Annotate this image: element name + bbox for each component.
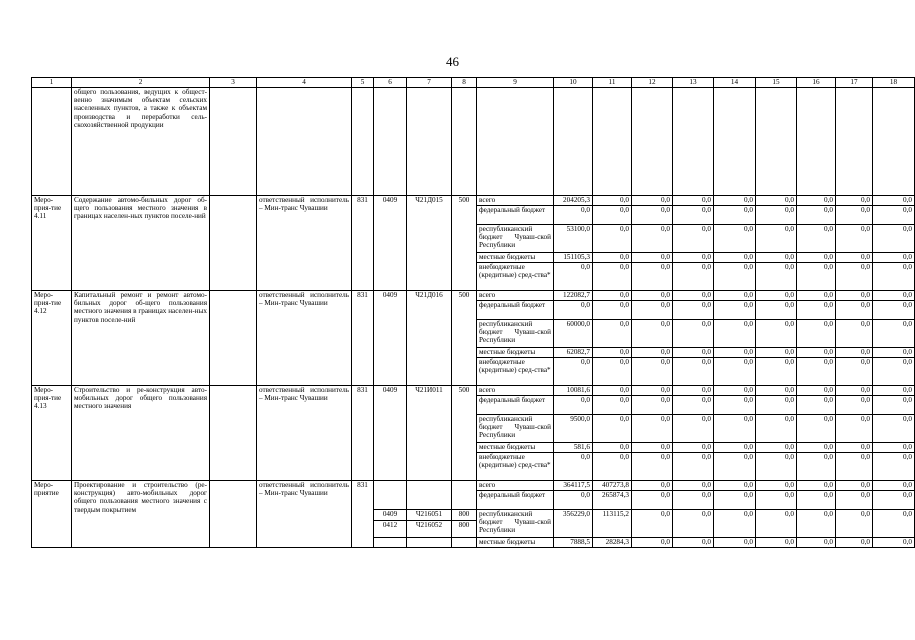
- value-cell: 0,0: [593, 396, 632, 415]
- expense-type-code: 800: [452, 521, 477, 538]
- value-cell: 0,0: [593, 196, 632, 206]
- value-cell: 0,0: [632, 386, 673, 396]
- value-cell: 0,0: [797, 253, 836, 263]
- value-cell: 0,0: [873, 348, 915, 358]
- value-cell: 0,0: [873, 253, 915, 263]
- value-cell: 0,0: [756, 263, 797, 291]
- value-cell: 0,0: [714, 225, 756, 253]
- table-cell: [257, 88, 352, 196]
- expense-type-code: 500: [452, 386, 477, 481]
- value-cell: 28284,3: [593, 538, 632, 548]
- value-cell: 0,0: [714, 196, 756, 206]
- value-cell: 0,0: [673, 320, 714, 348]
- value-cell: 9500,0: [554, 415, 593, 443]
- value-cell: 0,0: [593, 358, 632, 386]
- value-cell: 0,0: [673, 481, 714, 491]
- value-cell: 0,0: [797, 320, 836, 348]
- value-cell: 0,0: [714, 510, 756, 538]
- section-code: 0409: [374, 386, 407, 481]
- table-cell: [452, 88, 477, 196]
- value-cell: 0,0: [797, 510, 836, 538]
- value-cell: 0,0: [632, 443, 673, 453]
- measure-name: Строительство и ре-конструкция авто-мобильных дорог общего пользования местного значения: [72, 386, 210, 481]
- table-cell: [407, 481, 452, 510]
- value-cell: 0,0: [836, 443, 873, 453]
- target-code: Ч216052: [407, 521, 452, 538]
- value-cell: 0,0: [756, 386, 797, 396]
- value-cell: 0,0: [797, 386, 836, 396]
- value-cell: 0,0: [873, 538, 915, 548]
- value-cell: 0,0: [554, 453, 593, 481]
- expense-type-code: 800: [452, 510, 477, 521]
- table-cell: [452, 538, 477, 548]
- table-cell: [756, 88, 797, 196]
- value-cell: 0,0: [593, 453, 632, 481]
- value-cell: 0,0: [756, 453, 797, 481]
- table-cell: [407, 538, 452, 548]
- value-cell: 0,0: [714, 263, 756, 291]
- value-cell: 10081,6: [554, 386, 593, 396]
- value-cell: 0,0: [873, 206, 915, 225]
- value-cell: 0,0: [797, 263, 836, 291]
- value-cell: 0,0: [836, 386, 873, 396]
- value-cell: 0,0: [673, 225, 714, 253]
- value-cell: 0,0: [593, 253, 632, 263]
- value-cell: 0,0: [593, 386, 632, 396]
- value-cell: 0,0: [756, 491, 797, 510]
- value-cell: 113115,2: [593, 510, 632, 538]
- value-cell: 0,0: [632, 320, 673, 348]
- value-cell: 0,0: [836, 253, 873, 263]
- column-header: 3: [210, 78, 257, 88]
- table-cell: [593, 88, 632, 196]
- funding-source: федеральный бюджет: [477, 206, 554, 225]
- value-cell: 0,0: [593, 443, 632, 453]
- funding-source: местные бюджеты: [477, 538, 554, 548]
- value-cell: 0,0: [673, 396, 714, 415]
- grbs-code: 831: [352, 291, 374, 386]
- funding-source: республиканский бюджет Чуваш-ской Республики: [477, 415, 554, 443]
- value-cell: 0,0: [593, 291, 632, 301]
- value-cell: 0,0: [873, 196, 915, 206]
- table-row: [32, 196, 915, 206]
- value-cell: 0,0: [797, 443, 836, 453]
- table-cell: [554, 88, 593, 196]
- value-cell: 0,0: [836, 453, 873, 481]
- value-cell: 0,0: [756, 196, 797, 206]
- value-cell: 0,0: [873, 443, 915, 453]
- value-cell: 581,6: [554, 443, 593, 453]
- column-header: 14: [714, 78, 756, 88]
- value-cell: 0,0: [673, 386, 714, 396]
- value-cell: 0,0: [756, 301, 797, 320]
- value-cell: 0,0: [836, 291, 873, 301]
- table-cell: [32, 88, 72, 196]
- value-cell: 60000,0: [554, 320, 593, 348]
- value-cell: 0,0: [593, 415, 632, 443]
- value-cell: 122082,7: [554, 291, 593, 301]
- table-cell: [374, 88, 407, 196]
- value-cell: 0,0: [673, 196, 714, 206]
- funding-source: федеральный бюджет: [477, 396, 554, 415]
- grbs-code: 831: [352, 386, 374, 481]
- value-cell: 0,0: [836, 538, 873, 548]
- value-cell: 151105,3: [554, 253, 593, 263]
- value-cell: 0,0: [836, 348, 873, 358]
- measure-name: Проектирование и строительство (ре-конструкция) авто-мобильных дорог общего пользования местного значения с твердым покрытием: [72, 481, 210, 548]
- column-header: 12: [632, 78, 673, 88]
- table-cell: [452, 481, 477, 510]
- value-cell: 0,0: [836, 396, 873, 415]
- value-cell: 0,0: [756, 481, 797, 491]
- value-cell: 0,0: [554, 263, 593, 291]
- value-cell: 0,0: [632, 206, 673, 225]
- value-cell: 0,0: [873, 396, 915, 415]
- measure-label: Меро-прия-тие 4.12: [32, 291, 72, 386]
- value-cell: 0,0: [714, 301, 756, 320]
- funding-source: внебюджетные (кредитные) сред-ства*: [477, 358, 554, 386]
- value-cell: 0,0: [836, 358, 873, 386]
- value-cell: 0,0: [714, 396, 756, 415]
- value-cell: 0,0: [632, 396, 673, 415]
- funding-source: внебюджетные (кредитные) сред-ства*: [477, 453, 554, 481]
- value-cell: 0,0: [873, 320, 915, 348]
- value-cell: 407273,8: [593, 481, 632, 491]
- value-cell: 0,0: [673, 453, 714, 481]
- table-cell: [477, 88, 554, 196]
- table-cell: [714, 88, 756, 196]
- value-cell: 0,0: [756, 320, 797, 348]
- value-cell: 0,0: [836, 301, 873, 320]
- value-cell: 0,0: [714, 481, 756, 491]
- section-code: 0409: [374, 291, 407, 386]
- value-cell: 0,0: [673, 415, 714, 443]
- value-cell: 0,0: [797, 538, 836, 548]
- value-cell: 0,0: [756, 348, 797, 358]
- measure-label: Меро-приятие: [32, 481, 72, 548]
- value-cell: 0,0: [873, 301, 915, 320]
- column-header: 18: [873, 78, 915, 88]
- value-cell: 0,0: [632, 491, 673, 510]
- target-code: Ч21Д015: [407, 196, 452, 291]
- value-cell: 0,0: [714, 443, 756, 453]
- value-cell: 0,0: [836, 206, 873, 225]
- value-cell: 0,0: [797, 206, 836, 225]
- table-cell: [374, 538, 407, 548]
- value-cell: 0,0: [714, 538, 756, 548]
- column-header: 8: [452, 78, 477, 88]
- value-cell: 0,0: [673, 291, 714, 301]
- column-header: 2: [72, 78, 210, 88]
- column-header: 13: [673, 78, 714, 88]
- value-cell: 0,0: [836, 196, 873, 206]
- table-row: [32, 481, 915, 491]
- grbs-code: 831: [352, 481, 374, 548]
- section-code: 0412: [374, 521, 407, 538]
- funding-source: внебюджетные (кредитные) сред-ства*: [477, 263, 554, 291]
- funding-source: федеральный бюджет: [477, 301, 554, 320]
- value-cell: 0,0: [554, 206, 593, 225]
- table-cell: [407, 88, 452, 196]
- value-cell: 0,0: [714, 386, 756, 396]
- target-code: Ч21Д016: [407, 291, 452, 386]
- measure-label: Меро-прия-тие 4.11: [32, 196, 72, 291]
- value-cell: 356229,0: [554, 510, 593, 538]
- value-cell: 0,0: [756, 538, 797, 548]
- value-cell: 0,0: [673, 443, 714, 453]
- executor: ответственный исполнитель – Мин-транс Чувашии: [257, 196, 352, 291]
- column-header: 6: [374, 78, 407, 88]
- value-cell: 0,0: [756, 291, 797, 301]
- funding-source: федеральный бюджет: [477, 491, 554, 510]
- value-cell: 0,0: [873, 225, 915, 253]
- value-cell: 7888,5: [554, 538, 593, 548]
- column-header: 4: [257, 78, 352, 88]
- column-header: 9: [477, 78, 554, 88]
- value-cell: 0,0: [673, 510, 714, 538]
- value-cell: 0,0: [797, 196, 836, 206]
- measure-name: Содержание автомо-бильных дорог об-щего пользования местного значения в границах населен-ных пунктов поселе-ний: [72, 196, 210, 291]
- value-cell: 0,0: [673, 358, 714, 386]
- value-cell: 0,0: [673, 348, 714, 358]
- value-cell: 0,0: [756, 415, 797, 443]
- table-cell: [836, 88, 873, 196]
- value-cell: 0,0: [756, 443, 797, 453]
- value-cell: 0,0: [632, 253, 673, 263]
- table-cell: [632, 88, 673, 196]
- value-cell: 0,0: [673, 206, 714, 225]
- value-cell: 0,0: [836, 263, 873, 291]
- funding-source: республиканский бюджет Чуваш-ской Республики: [477, 225, 554, 253]
- value-cell: 0,0: [797, 358, 836, 386]
- value-cell: 0,0: [593, 320, 632, 348]
- column-header: 7: [407, 78, 452, 88]
- measure-name: Капитальный ремонт и ремонт автомо-бильных дорог об-щего пользования местного значения в границах населен-ных пунктов поселе-ний: [72, 291, 210, 386]
- value-cell: 0,0: [714, 206, 756, 225]
- value-cell: 0,0: [632, 453, 673, 481]
- value-cell: 0,0: [673, 263, 714, 291]
- value-cell: 0,0: [632, 263, 673, 291]
- value-cell: 0,0: [797, 415, 836, 443]
- value-cell: 62082,7: [554, 348, 593, 358]
- value-cell: 0,0: [797, 225, 836, 253]
- value-cell: 0,0: [632, 415, 673, 443]
- table-cell: [352, 88, 374, 196]
- value-cell: 0,0: [593, 301, 632, 320]
- value-cell: 0,0: [873, 491, 915, 510]
- funding-source: местные бюджеты: [477, 348, 554, 358]
- value-cell: 0,0: [593, 225, 632, 253]
- value-cell: 0,0: [632, 481, 673, 491]
- expense-type-code: 500: [452, 196, 477, 291]
- column-header: 5: [352, 78, 374, 88]
- value-cell: 0,0: [797, 491, 836, 510]
- column-header: 15: [756, 78, 797, 88]
- executor: ответственный исполнитель – Мин-транс Чувашии: [257, 481, 352, 548]
- value-cell: 0,0: [836, 510, 873, 538]
- value-cell: 0,0: [593, 263, 632, 291]
- table-cell: [797, 88, 836, 196]
- header-row: [32, 78, 915, 88]
- value-cell: 0,0: [756, 225, 797, 253]
- funding-source: всего: [477, 481, 554, 491]
- value-cell: 0,0: [673, 538, 714, 548]
- target-code: Ч216051: [407, 510, 452, 521]
- section-code: 0409: [374, 196, 407, 291]
- table-cell: [210, 481, 257, 548]
- value-cell: 0,0: [714, 358, 756, 386]
- expense-type-code: 500: [452, 291, 477, 386]
- value-cell: 0,0: [797, 291, 836, 301]
- funding-source: всего: [477, 386, 554, 396]
- value-cell: 0,0: [873, 291, 915, 301]
- value-cell: 0,0: [836, 320, 873, 348]
- value-cell: 0,0: [714, 291, 756, 301]
- executor: ответственный исполнитель – Мин-транс Чувашии: [257, 291, 352, 386]
- value-cell: 0,0: [873, 358, 915, 386]
- target-code: Ч21И011: [407, 386, 452, 481]
- table-cell: [873, 88, 915, 196]
- table-cell: [210, 291, 257, 386]
- table-row: [32, 386, 915, 396]
- value-cell: 0,0: [756, 206, 797, 225]
- budget-table: [31, 77, 915, 548]
- value-cell: 0,0: [756, 396, 797, 415]
- value-cell: 0,0: [836, 225, 873, 253]
- value-cell: 0,0: [797, 453, 836, 481]
- table-cell: [210, 88, 257, 196]
- value-cell: 0,0: [714, 320, 756, 348]
- measure-label: Меро-прия-тие 4.13: [32, 386, 72, 481]
- table-cell: [210, 386, 257, 481]
- value-cell: 0,0: [673, 253, 714, 263]
- value-cell: 0,0: [632, 196, 673, 206]
- value-cell: 0,0: [632, 291, 673, 301]
- value-cell: 0,0: [714, 453, 756, 481]
- value-cell: 0,0: [554, 491, 593, 510]
- value-cell: 0,0: [632, 348, 673, 358]
- column-header: 11: [593, 78, 632, 88]
- funding-source: республиканский бюджет Чуваш-ской Республики: [477, 510, 554, 538]
- value-cell: 0,0: [873, 386, 915, 396]
- value-cell: 0,0: [714, 415, 756, 443]
- table-row: [32, 291, 915, 301]
- value-cell: 0,0: [593, 348, 632, 358]
- column-header: 17: [836, 78, 873, 88]
- continuation-row: [32, 88, 915, 196]
- funding-source: всего: [477, 196, 554, 206]
- value-cell: 0,0: [714, 491, 756, 510]
- value-cell: 0,0: [756, 358, 797, 386]
- value-cell: 0,0: [554, 301, 593, 320]
- value-cell: 0,0: [836, 415, 873, 443]
- page-number: 46: [446, 54, 459, 69]
- value-cell: 0,0: [756, 253, 797, 263]
- value-cell: 0,0: [632, 538, 673, 548]
- value-cell: 0,0: [836, 481, 873, 491]
- value-cell: 0,0: [593, 206, 632, 225]
- executor: ответственный исполнитель – Мин-транс Чувашии: [257, 386, 352, 481]
- value-cell: 0,0: [714, 348, 756, 358]
- funding-source: республиканский бюджет Чуваш-ской Республики: [477, 320, 554, 348]
- column-header: 1: [32, 78, 72, 88]
- value-cell: 0,0: [797, 301, 836, 320]
- value-cell: 364117,5: [554, 481, 593, 491]
- grbs-code: 831: [352, 196, 374, 291]
- value-cell: 0,0: [756, 510, 797, 538]
- value-cell: 0,0: [554, 358, 593, 386]
- value-cell: 0,0: [873, 415, 915, 443]
- value-cell: 0,0: [836, 491, 873, 510]
- value-cell: 0,0: [797, 481, 836, 491]
- section-code: 0409: [374, 510, 407, 521]
- value-cell: 0,0: [632, 510, 673, 538]
- value-cell: 0,0: [632, 225, 673, 253]
- table-cell: [374, 481, 407, 510]
- value-cell: 0,0: [873, 510, 915, 538]
- value-cell: 0,0: [873, 263, 915, 291]
- value-cell: 0,0: [797, 396, 836, 415]
- value-cell: 0,0: [554, 396, 593, 415]
- value-cell: 0,0: [797, 348, 836, 358]
- value-cell: 0,0: [632, 358, 673, 386]
- measure-name: общего пользования, ведущих к общест-венно значимым объектам сельских населенных пунктов, а также к объектам производства и переработки сель-скохозяйственной продукции: [72, 88, 210, 196]
- value-cell: 265874,3: [593, 491, 632, 510]
- value-cell: 0,0: [714, 253, 756, 263]
- value-cell: 0,0: [873, 481, 915, 491]
- table-cell: [673, 88, 714, 196]
- value-cell: 204205,3: [554, 196, 593, 206]
- column-header: 10: [554, 78, 593, 88]
- column-header: 16: [797, 78, 836, 88]
- funding-source: местные бюджеты: [477, 253, 554, 263]
- value-cell: 0,0: [873, 453, 915, 481]
- funding-source: местные бюджеты: [477, 443, 554, 453]
- value-cell: 53100,0: [554, 225, 593, 253]
- value-cell: 0,0: [632, 301, 673, 320]
- value-cell: 0,0: [673, 301, 714, 320]
- funding-source: всего: [477, 291, 554, 301]
- table-cell: [210, 196, 257, 291]
- value-cell: 0,0: [673, 491, 714, 510]
